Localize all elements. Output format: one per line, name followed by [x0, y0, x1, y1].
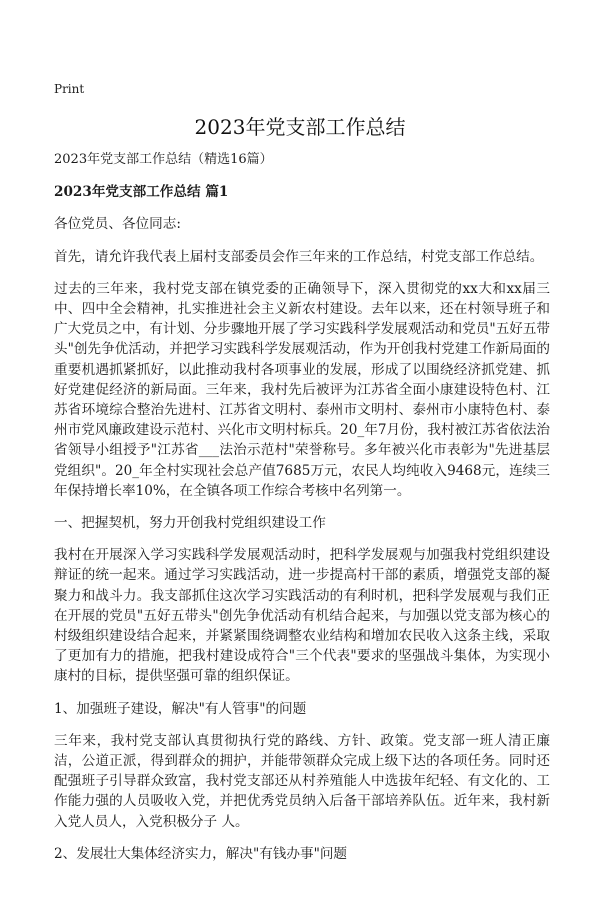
part-one-paragraph: 我村在开展深入学习实践科学发展观活动时，把科学发展观与加强我村党组织建设辩证的统一起来。通过学习实践活动，进一步提高村干部的素质，增强党支部的凝聚力和战斗力。我支部抓住这次学习实践活动的有利时机，把科学发展观与我们正在开展的党员"五好五带头"创先争优活动有机结合起来，与加强以党支部为核心的村级组织建设结合起来，并紧紧围绕调整农业结构和增加农民收入这条主线，采取了更加有力的措施，把我村建设成符合"三个代表"要求的坚强战斗集体，为实现小康村的目标，提供坚强可靠的组织保证。	[54, 547, 550, 685]
section-heading: 2023年党支部工作总结 篇1	[54, 184, 229, 201]
print-label: Print	[54, 82, 85, 96]
document-body	[54, 150, 550, 876]
part-one-heading: 一、把握契机，努力开创我村党组织建设工作	[54, 515, 326, 532]
item-one-paragraph: 三年来，我村党支部认真贯彻执行党的路线、方针、政策。党支部一班人清正廉洁，公道正派，得到群众的拥护，并能带领群众完成上级下达的各项任务。同时还配强班子引导群众致富，我村党支部还从村养殖能人中选拔年纪轻、有文化的、工作能力强的人员吸收入党，并把优秀党员纳入后备干部培养队伍。近年来，我村新入党人员人，入党积极分子 人。	[54, 732, 550, 830]
review-paragraph: 过去的三年来，我村党支部在镇党委的正确领导下，深入贯彻党的xx大和xx届三中、四中全会精神，扎实推进社会主义新农村建设。去年以来，还在村领导班子和广大党员之中，有计划、分步骤地开展了学习实践科学发展观活动和党员"五好五带头"创先争优活动，并把学习实践科学发展观活动，作为开创我村党建工作新局面的重要机遇抓紧抓好，以此推动我村各项事业的发展，形成了以围绕经济抓党建、抓好党建促经济的新局面。三年来，我村先后被评为江苏省全面小康建设特色村、江苏省环境综合整治先进村、江苏省文明村、泰州市文明村、泰州市小康特色村、泰州市党风廉政建设示范村、兴化市文明村标兵。20_年7月份，我村被江苏省依法治省领导小组授予"江苏省___法治示范村"荣誉称号。多年被兴化市表彰为"先进基层党组织"。20_年全村实现社会总产值7685万元，农民人均纯收入9468元，连续三年保持增长率10%，在全镇各项工作综合考核中名列第一。	[54, 280, 550, 499]
document-subtitle: 2023年党支部工作总结（精选16篇）	[54, 152, 273, 167]
document-title: 2023年党支部工作总结	[194, 115, 406, 139]
item-two-heading: 2、发展壮大集体经济实力，解决"有钱办事"问题	[54, 845, 348, 862]
salutation-paragraph: 各位党员、各位同志:	[54, 216, 181, 233]
intro-paragraph: 首先，请允许我代表上届村支部委员会作三年来的工作总结，村党支部工作总结。	[54, 248, 544, 265]
item-one-heading: 1、加强班子建设，解决"有人管事"的问题	[54, 700, 307, 717]
